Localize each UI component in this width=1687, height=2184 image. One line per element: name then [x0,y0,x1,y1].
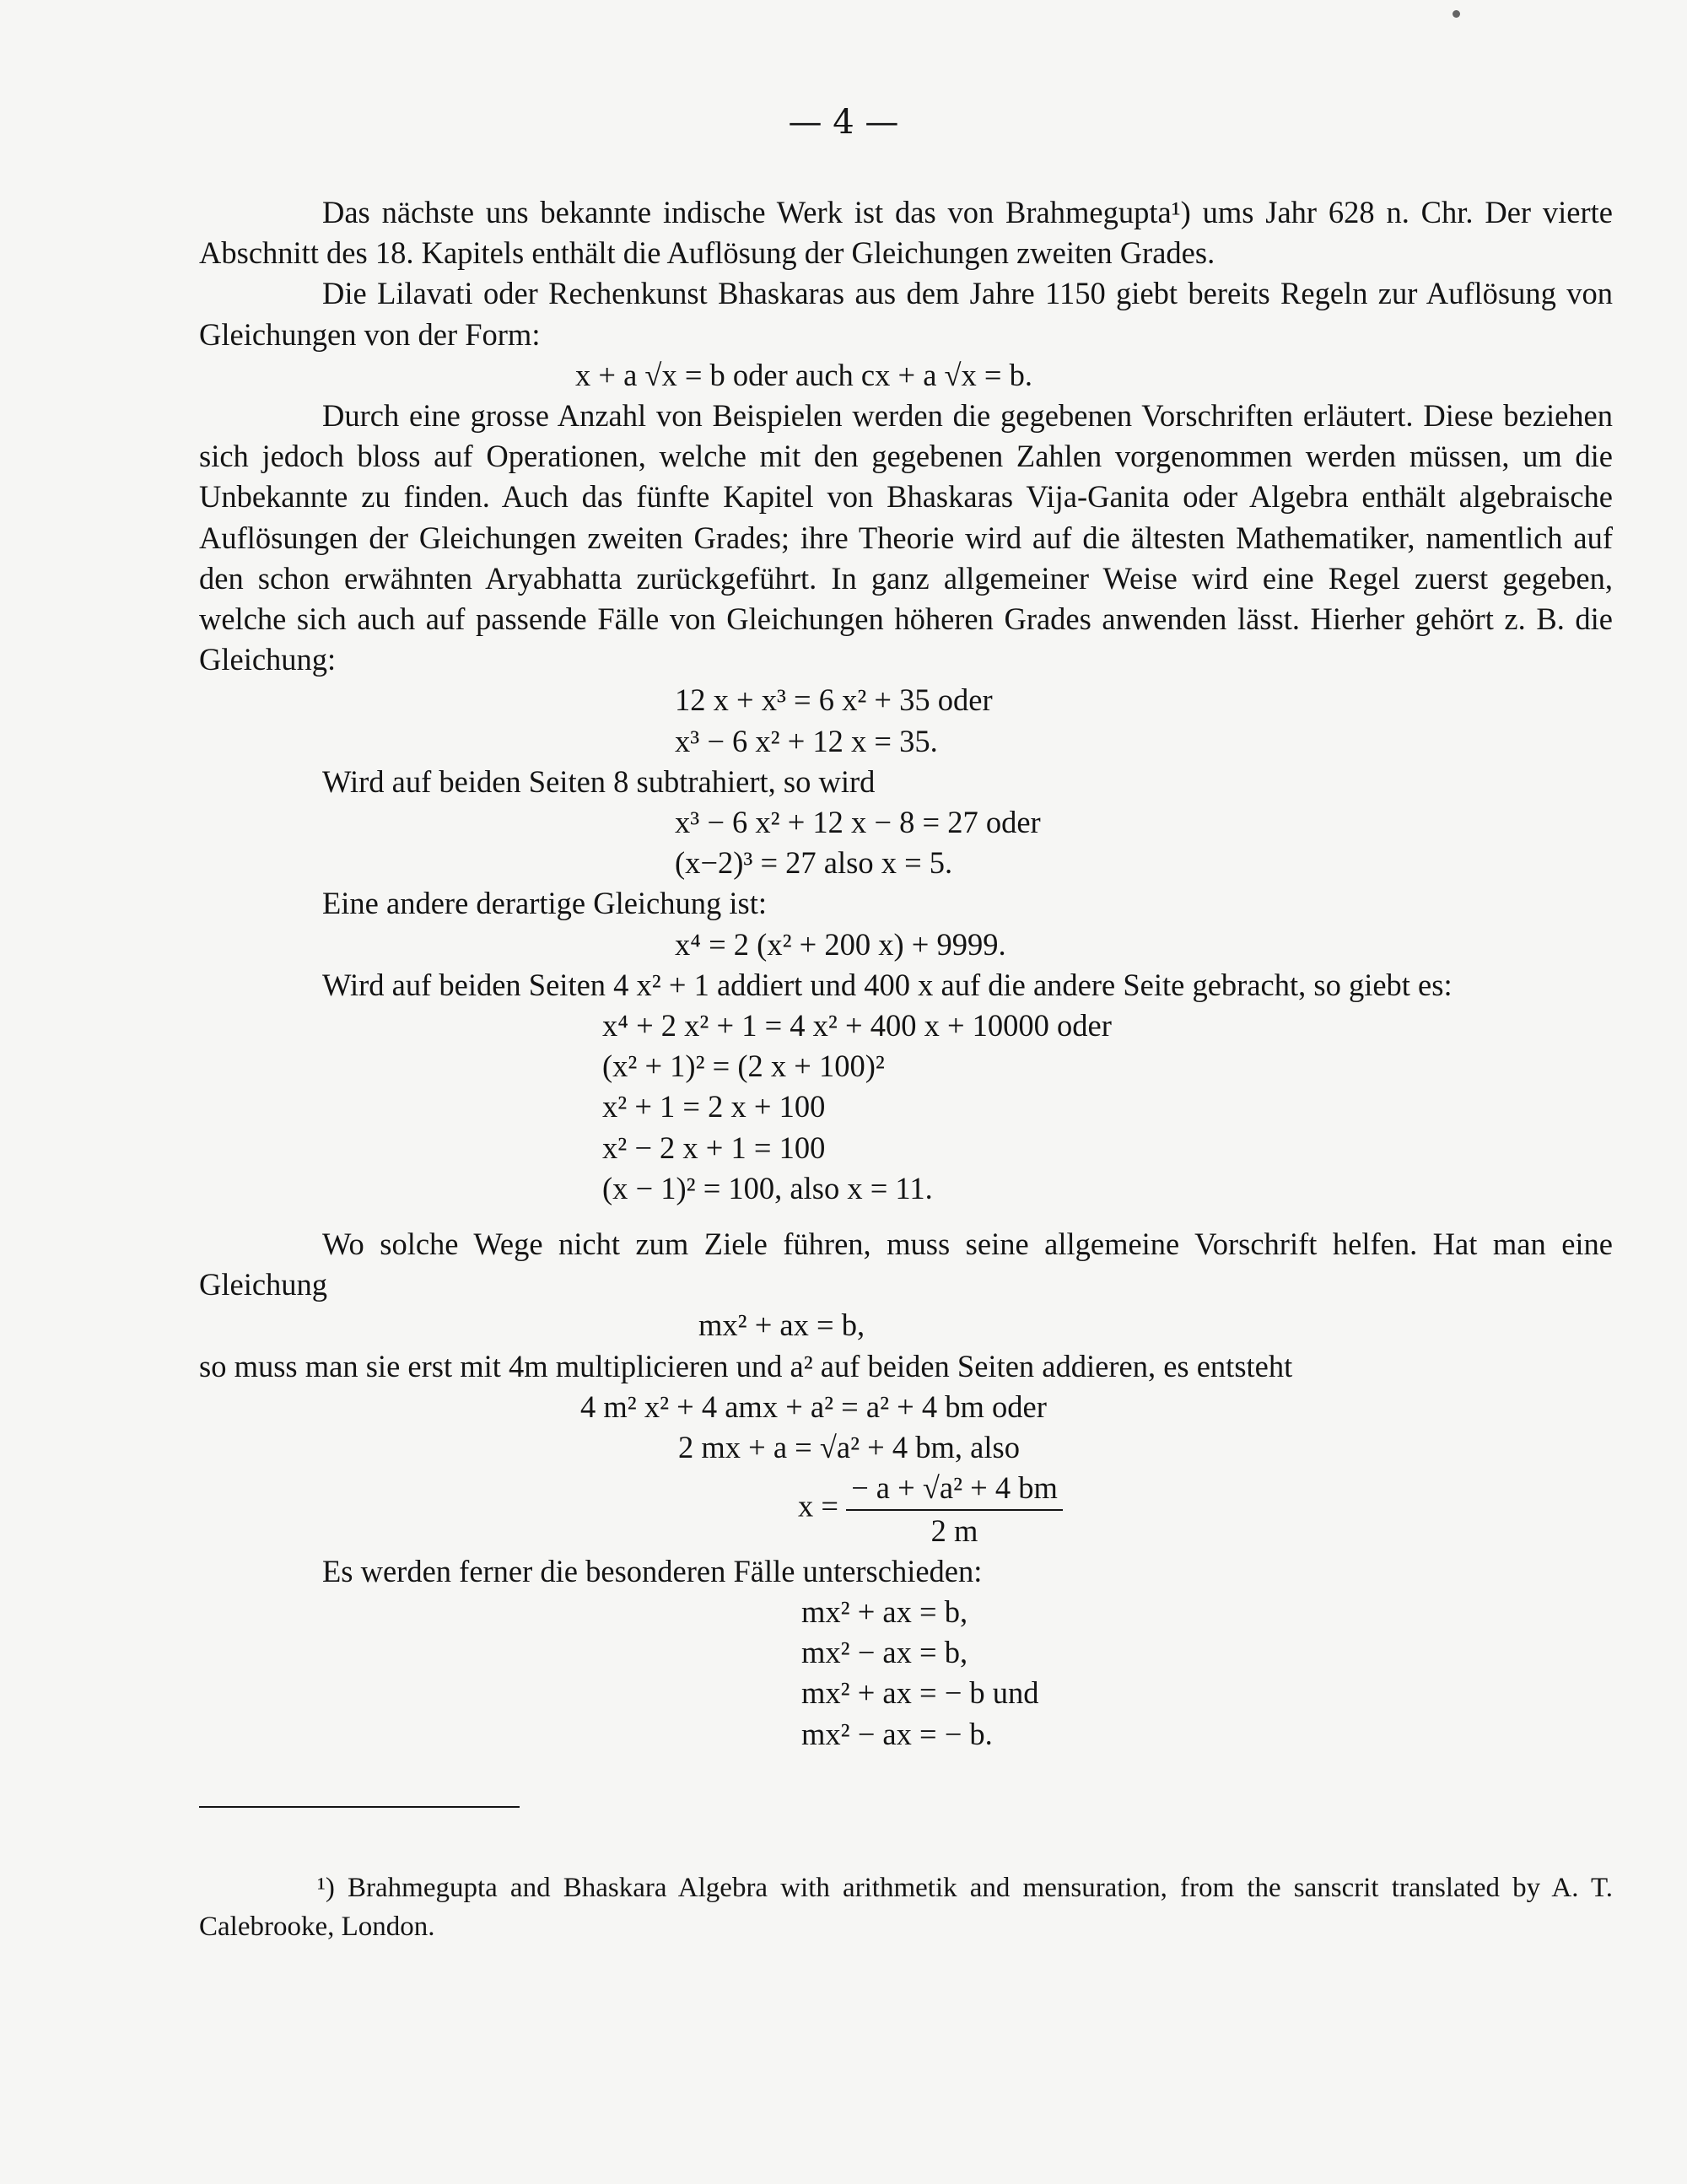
equation-example-1: 12 x + x³ = 6 x² + 35 oder [675,682,993,718]
paragraph-lilavati: Die Lilavati oder Rechenkunst Bhaskaras aus dem Jahre 1150 giebt bereits Regeln zur Auflösung von Gleichungen von der Form: [199,276,1613,352]
solution-lhs: x = [798,1488,838,1523]
equation-example-1b: x³ − 6 x² + 12 x = 35. [675,723,938,758]
solution-fraction [846,1468,1063,1550]
equation-step-5: (x − 1)² = 100, also x = 11. [602,1170,933,1205]
paragraph-multiply: so muss man sie erst mit 4m multiplicieren und a² auf beiden Seiten addieren, es entsteht [199,1348,1293,1383]
equation-case-3: mx² + ax = − b und [801,1675,1039,1711]
body-text [199,192,1613,1755]
equation-step-4: x² − 2 x + 1 = 100 [602,1130,826,1165]
equation-step-1: x⁴ + 2 x² + 1 = 4 x² + 400 x + 10000 oder [602,1008,1112,1043]
equation-subtract-2: (x−2)³ = 27 also x = 5. [675,845,953,881]
equation-example-2: x⁴ = 2 (x² + 200 x) + 9999. [675,926,1006,962]
equation-case-1: mx² + ax = b, [801,1594,968,1629]
equation-subtract-1: x³ − 6 x² + 12 x − 8 = 27 oder [675,805,1041,840]
equation-general-2: 4 m² x² + 4 amx + a² = a² + 4 bm oder [580,1389,1047,1424]
paragraph-general-rule: Wo solche Wege nicht zum Ziele führen, muss seine allgemeine Vorschrift helfen. Hat man eine Gleichung [199,1227,1613,1302]
paragraph-special-cases: Es werden ferner die besonderen Fälle unterschieden: [322,1553,983,1588]
equation-general: mx² + ax = b, [698,1308,865,1343]
equation-case-2: mx² − ax = b, [801,1635,968,1670]
equation-lilavati-form: x + a √x = b oder auch cx + a √x = b. [575,357,1033,392]
footnote: ¹) Brahmegupta and Bhaskara Algebra with arithmetik and mensuration, from the sanscrit translated by A. T. Calebrooke, London. [199,1873,1613,1942]
paragraph-vija-ganita: Durch eine grosse Anzahl von Beispielen werden die gegebenen Vorschriften erläutert. Diese beziehen sich jedoch bloss auf Operationen, welche mit den gegebenen Zahlen vorgenommen werden müssen, um die Unbekannte zu finden. Auch das fünfte Kapitel von Bhaskaras Vija-Ganita oder Algebra enthält algebraische Auflösungen der Gleichungen zweiten Grades; ihre Theorie wird auf die ältesten Mathematiker, namentlich auf den schon erwähnten Aryabhatta zurückgeführt. In ganz allgemeiner Weise wird eine Regel zuerst gegeben, welche sich auch auf passende Fälle von Gleichungen höheren Grades anwenden lässt. Hierher gehört z. B. die Gleichung: [199,398,1613,677]
paragraph-other-equation: Eine andere derartige Gleichung ist: [322,886,768,921]
equation-general-3: 2 mx + a = √a² + 4 bm, also [678,1430,1020,1465]
fraction-numerator: − a + √a² + 4 bm [846,1468,1063,1510]
spacer [199,1209,1613,1224]
footnote-rule [199,1806,520,1808]
equation-solution [199,1468,1613,1550]
speck-mark [1453,10,1460,18]
equation-step-3: x² + 1 = 2 x + 100 [602,1089,826,1124]
paragraph-brahmegupta: Das nächste uns bekannte indische Werk ist das von Brahmegupta¹) ums Jahr 628 n. Chr. Der vierte Abschnitt des 18. Kapitels enthält die Auflösung der Gleichungen zweiten Grades. [199,195,1613,271]
paragraph-add: Wird auf beiden Seiten 4 x² + 1 addiert und 400 x auf die andere Seite gebracht, so giebt es: [322,967,1453,1002]
equation-step-2: (x² + 1)² = (2 x + 100)² [602,1049,885,1084]
equation-case-4: mx² − ax = − b. [801,1716,993,1751]
page-number: — 4 — [788,103,899,142]
fraction-denominator: 2 m [930,1513,978,1548]
paragraph-subtract: Wird auf beiden Seiten 8 subtrahiert, so wird [322,763,876,799]
